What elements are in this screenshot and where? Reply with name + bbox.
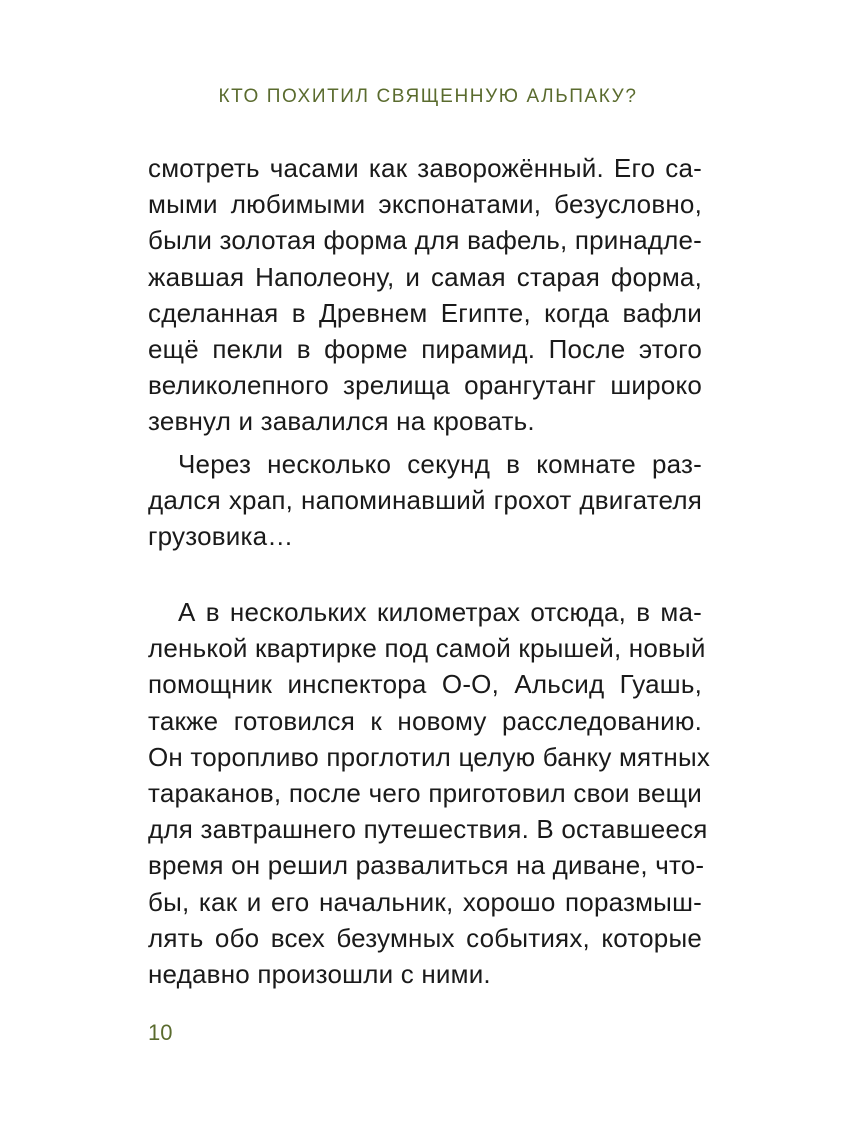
paragraph [148,594,711,992]
text-line: тараканов, после чего приготовил свои вещи [148,778,702,808]
text-line: ещё пекли в форме пирамид. После этого [148,333,702,364]
paragraph [148,150,702,440]
body-text [148,150,711,992]
running-header: КТО ПОХИТИЛ СВЯЩЕННУЮ АЛЬПАКУ? [218,86,638,107]
text-line: А в нескольких километрах отсюда, в ма- [178,597,702,628]
text-line: смотреть часами как заворожённый. Его са- [148,153,702,183]
text-line: мыми любимыми экспонатами, безусловно, [148,189,702,220]
text-line: жавшая Наполеону, и самая старая форма, [148,261,702,292]
text-line: сделанная в Древнем Египте, когда вафли [148,297,702,328]
text-line: Через несколько секунд в комнате раз- [178,448,702,479]
text-line: ленькой квартирке под самой крышей, новый [148,633,706,664]
text-line: лять обо всех безумных событиях, которые [148,922,702,953]
text-line: время он решил развалиться на диване, что- [148,850,705,881]
paragraph [148,446,702,555]
text-line: для завтрашнего путешествия. В оставшееся [148,814,708,845]
text-line: Он торопливо проглотил целую банку мятных [148,741,711,772]
text-line: грузовика… [148,520,294,551]
text-line: недавно произошли с ними. [148,958,491,989]
text-line: были золотая форма для вафель, принадле- [148,225,702,256]
text-line: зевнул и завалился на кровать. [148,406,535,437]
text-line: бы, как и его начальник, хорошо поразмыш- [148,886,702,917]
text-line: помощник инспектора О-О, Альсид Гуашь, [148,669,702,700]
text-line: великолепного зрелища орангутанг широко [148,370,702,401]
text-line: также готовился к новому расследованию. [148,705,702,736]
text-line: дался храп, напоминавший грохот двигателя [148,484,702,515]
page-number: 10 [148,1020,173,1045]
